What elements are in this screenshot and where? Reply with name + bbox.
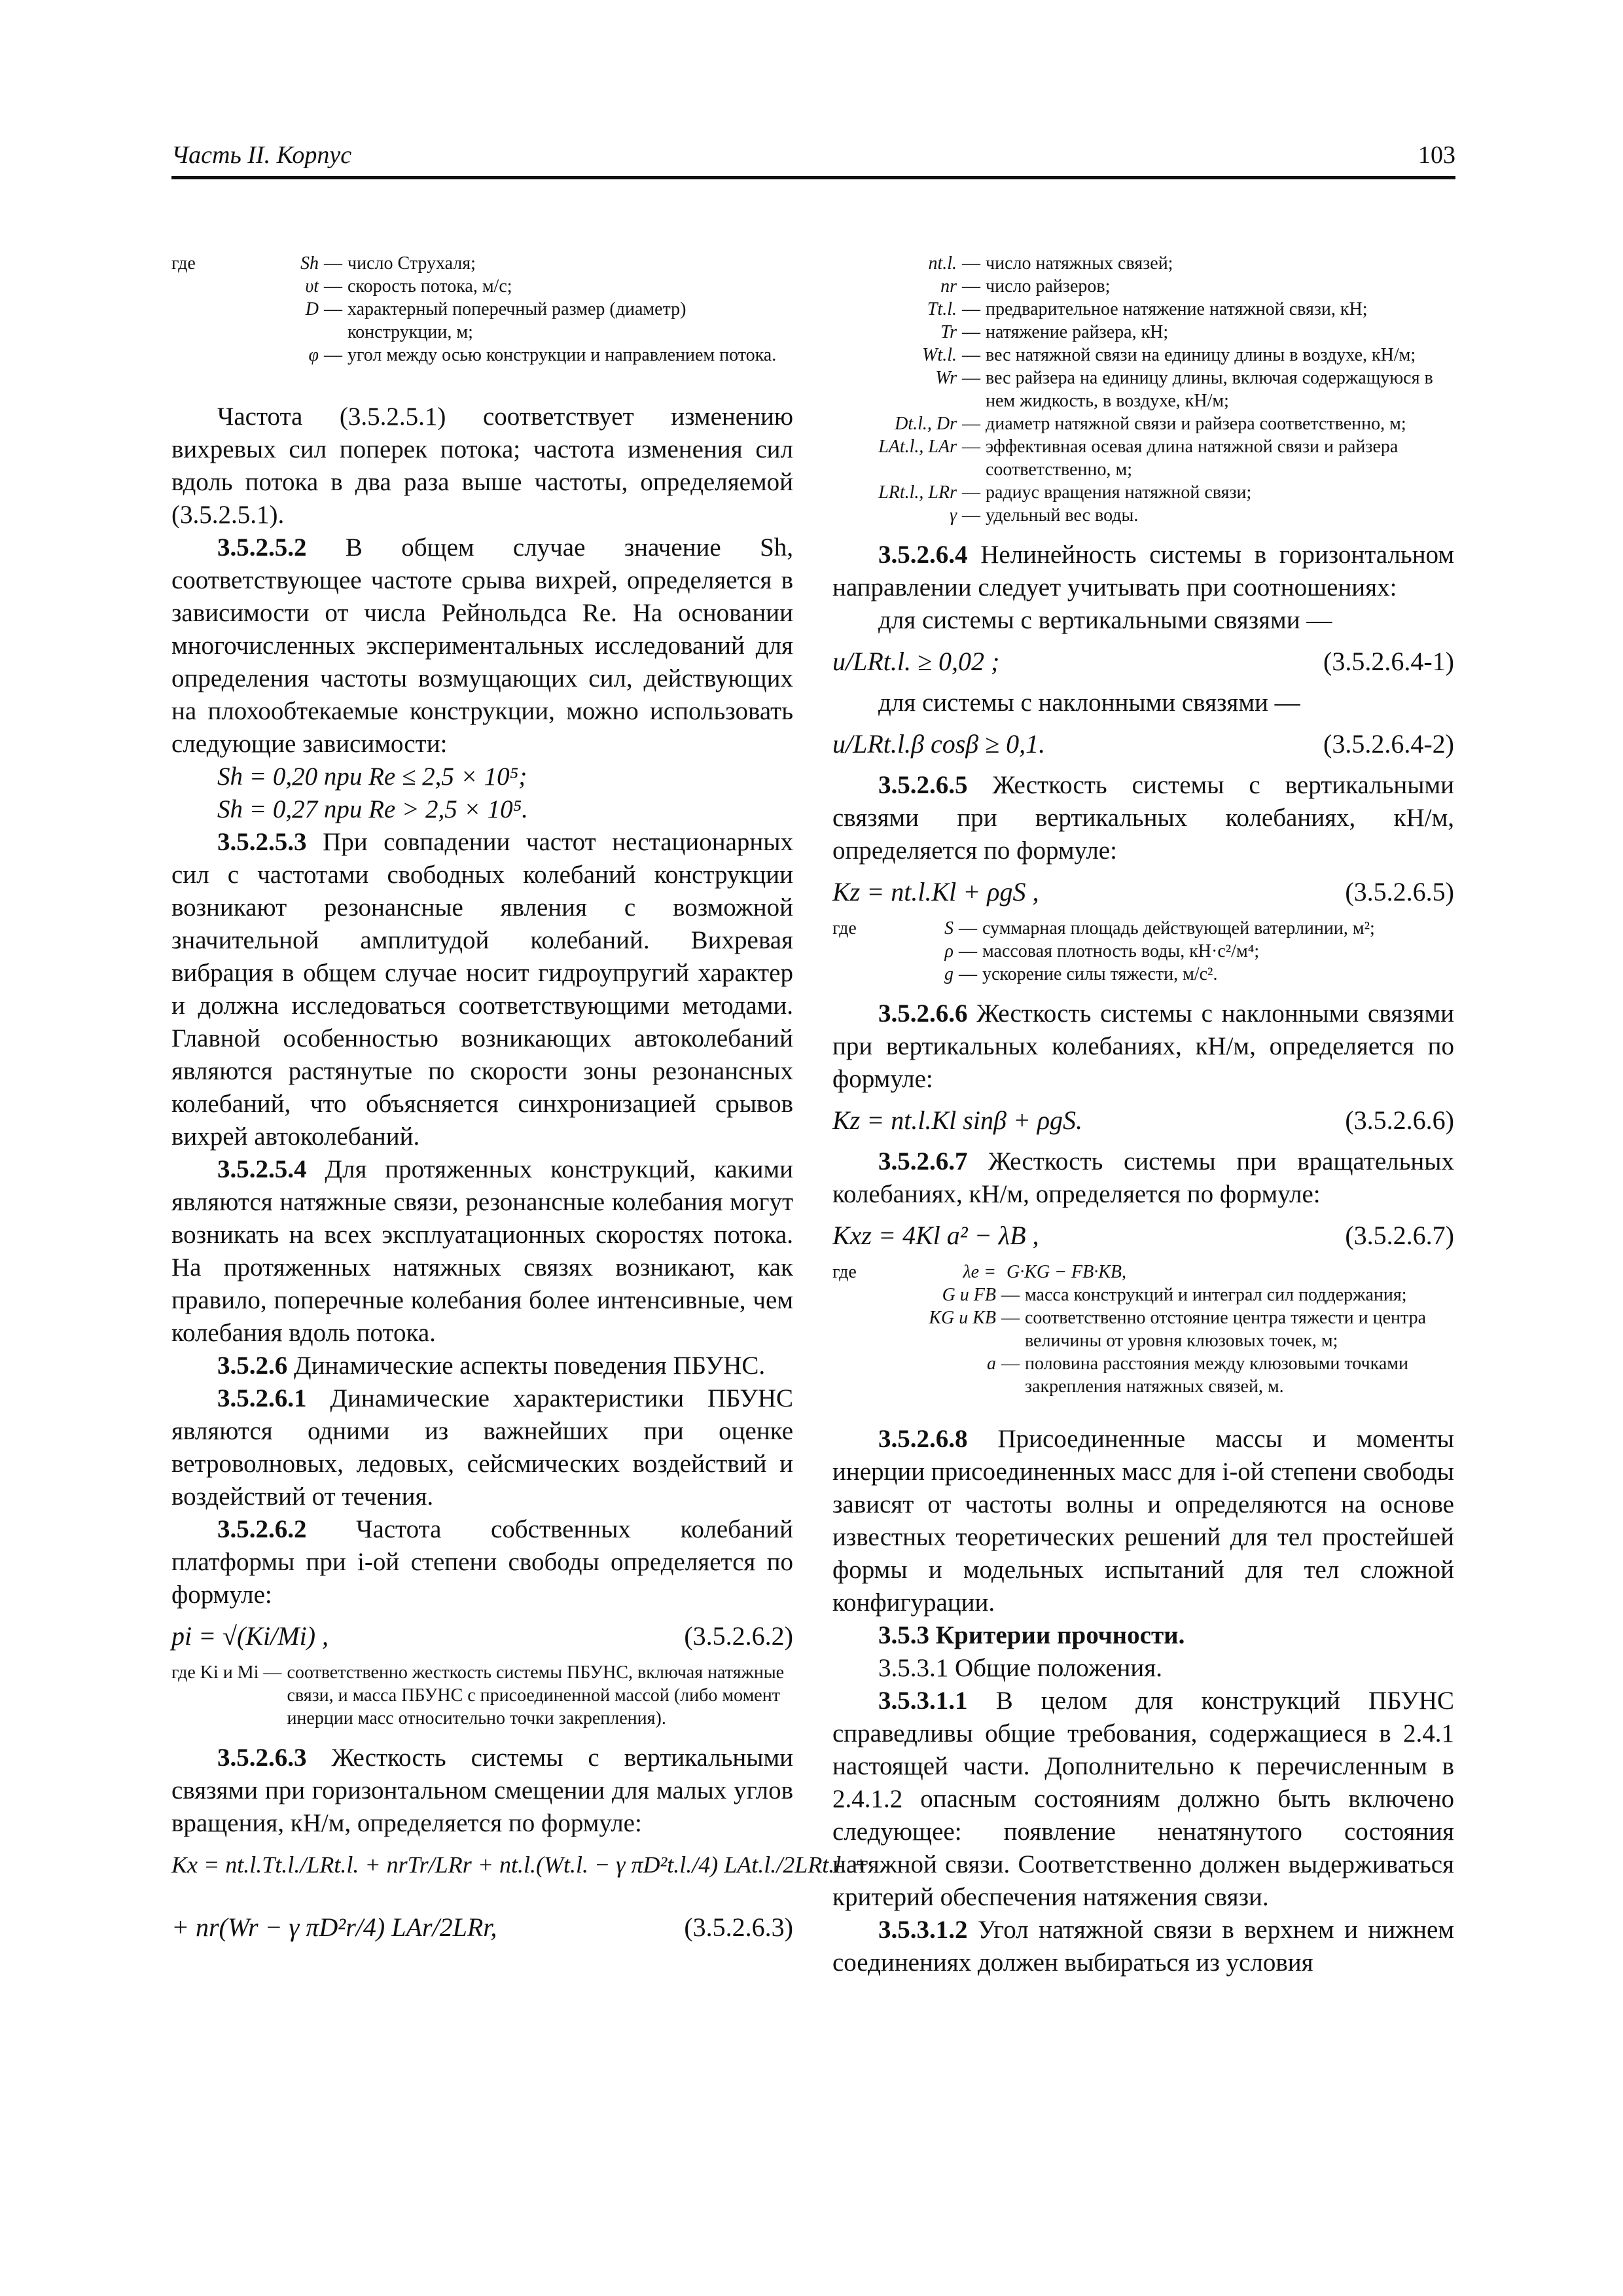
paragraph: 3.5.2.6.7 Жесткость системы при вращательных колебаниях, кН/м, определяется по формуле: xyxy=(832,1147,1454,1208)
formula-line: Sh = 0,27 при Re > 2,5 × 10⁵. xyxy=(217,795,528,823)
legend-waterline xyxy=(832,917,1454,986)
legend-row: LRt.l., LRr — радиус вращения натяжной связи; xyxy=(878,482,1252,503)
running-title: Часть II. Корпус xyxy=(171,141,352,169)
formula: Kz = nt.l.Kl + ρgS , (3.5.2.6.5) xyxy=(832,877,1454,906)
legend-row: υt — скорость потока, м/с; xyxy=(305,276,512,296)
legend-stiffness-mass: где Ki и Mi — соответственно жесткость системы ПБУНС, включая натяжные связи, и масса ПБУНС с присоединенной массой (либо момент инерции масс относительно точки закрепления). xyxy=(171,1662,785,1729)
paragraph: 3.5.2.6.2 Частота собственных колебаний платформы при i-ой степени свободы определяется по формуле: xyxy=(171,1515,794,1609)
paragraph: для системы с вертикальными связями — xyxy=(878,606,1332,634)
legend-row: где λe = G·KG − FB·KB, xyxy=(832,1262,1126,1282)
page-number: 103 xyxy=(1418,141,1455,169)
section-heading: 3.5.3.1 Общие положения. xyxy=(878,1654,1162,1682)
legend-row: где Sh — число Струхаля; xyxy=(171,253,476,274)
formula: Kx = nt.l.Tt.l./LRt.l. + nrTr/LRr + nt.l.(Wt.l. − γ πD²t.l./4) LAt.l./2LRt.l. + xyxy=(171,1852,869,1878)
paragraph: 3.5.3.1.2 Угол натяжной связи в верхнем и нижнем соединениях должен выбираться из условия xyxy=(832,1916,1454,1977)
paragraph: 3.5.2.6.3 Жесткость системы с вертикальными связями при горизонтальном смещении для малых углов вращения, кН/м, определяется по формуле: xyxy=(171,1744,793,1837)
legend-row: Tt.l. — предварительное натяжение натяжной связи, кН; xyxy=(927,299,1368,319)
page-header xyxy=(171,141,1455,179)
legend-row: Tr — натяжение райзера, кН; xyxy=(940,322,1169,342)
paragraph: 3.5.2.6.4 Нелинейность системы в горизонтальном направлении следует учитывать при соотношениях: xyxy=(832,541,1454,601)
legend-tendon xyxy=(832,252,1454,527)
legend-row: Wr — вес райзера на единицу длины, включая содержащуюся в нем жидкость, в воздухе, кН/м; xyxy=(935,368,1433,411)
formula: pi = √(Ki/Mi) , (3.5.2.6.2) xyxy=(171,1621,793,1651)
left-column xyxy=(171,252,869,1952)
paragraph: 3.5.2.6.1 Динамические характеристики ПБУНС являются одними из важнейших при оценке ветроволновых, ледовых, сейсмических воздействий и воздействий от течения. xyxy=(171,1384,793,1511)
paragraph: 3.5.2.6.6 Жесткость системы с наклонными связями при вертикальных колебаниях, кН/м, определяется по формуле: xyxy=(832,999,1454,1093)
paragraph: Частота (3.5.2.5.1) соответствует изменению вихревых сил поперек потока; частота изменения сил вдоль потока в два раза выше частоты, определяемой (3.5.2.5.1). xyxy=(171,403,793,529)
legend-row: Wt.l. — вес натяжной связи на единицу длины в воздухе, кН/м; xyxy=(922,345,1416,365)
paragraph: 3.5.2.6.8 Присоединенные массы и моменты инерции присоединенных масс для i-ой степени свободы зависят от частоты волны и определяются на основе известных теоретических решений для тел простейшей формы и модельных испытаний для тел сложной конфигурации. xyxy=(832,1425,1455,1617)
legend-row: KG и KB — соответственно отстояние центра тяжести и центра величины от уровня клюзовых точек, м; xyxy=(929,1308,1427,1351)
paragraph: 3.5.3.1.1 В целом для конструкций ПБУНС справедливы общие требования, содержащиеся в 2.4.1 настоящей части. Дополнительно к перечисленным в 2.4.1.2 опасным состояниям должно быть включено следующее: появление ненатянутого состояния натяжной связи. Соответственно должен выдерживаться критерий обеспечения натяжения связи. xyxy=(832,1687,1455,1911)
legend-row: γ — удельный вес воды. xyxy=(949,505,1139,526)
legend-row: G и FB — масса конструкций и интеграл сил поддержания; xyxy=(942,1285,1407,1305)
formula: u/LRt.l. ≥ 0,02 ; (3.5.2.6.4-1) xyxy=(832,647,1454,676)
formula: Kz = nt.l.Kl sinβ + ρgS. (3.5.2.6.6) xyxy=(832,1105,1454,1135)
legend-row: g — ускорение силы тяжести, м/с². xyxy=(944,964,1218,984)
formula: Kxz = 4Kl a² − λB , (3.5.2.6.7) xyxy=(832,1221,1454,1250)
legend-row: ρ — массовая плотность воды, кН·с²/м⁴; xyxy=(944,941,1260,961)
legend-row: nt.l. — число натяжных связей; xyxy=(928,253,1173,274)
paragraph: 3.5.2.5.3 При совпадении частот нестационарных сил с частотами свободных колебаний конструкции возникают резонансные явления с возможной значительной амплитудой колебаний. Вихревая вибрация в общем случае носит гидроупругий характер и должна исследоваться соответствующими методами. Главной особенностью возникающих автоколебаний являются растянутые по скорости зоны резонансных колебаний, что объясняется синхронизацией срывов вихрей автоколебаний. xyxy=(171,828,794,1151)
right-column xyxy=(832,252,1454,1979)
legend-row: где S — суммарная площадь действующей ватерлинии, м²; xyxy=(832,918,1375,939)
legend-strouhal xyxy=(171,252,793,367)
formula: + nr(Wr − γ πD²r/4) LAr/2LRr, (3.5.2.6.3) xyxy=(171,1912,793,1942)
legend-row: D — характерный поперечный размер (диаметр) конструкции, м; xyxy=(305,299,687,342)
legend-row: φ — угол между осью конструкции и направлением потока. xyxy=(308,345,777,365)
section-heading: 3.5.3 Критерии прочности. xyxy=(878,1621,1185,1649)
paragraph: для системы с наклонными связями — xyxy=(878,689,1300,717)
formula-line: Sh = 0,20 при Re ≤ 2,5 × 10⁵; xyxy=(217,762,527,791)
legend-row: a — половина расстояния между клюзовыми точками закрепления натяжных связей, м. xyxy=(987,1354,1408,1397)
paragraph: 3.5.2.6 Динамические аспекты поведения ПБУНС. xyxy=(217,1352,766,1380)
paragraph: 3.5.2.5.4 Для протяженных конструкций, какими являются натяжные связи, резонансные колебания могут возникать на всех эксплуатационных скоростях потока. На протяженных натяжных связях возникают, как правило, поперечные колебания более интенсивные, чем колебания вдоль потока. xyxy=(171,1155,793,1347)
legend-row: nr — число райзеров; xyxy=(940,276,1111,296)
paragraph: 3.5.2.5.2 В общем случае значение Sh, соответствующее частоте срыва вихрей, определяется в зависимости от числа Рейнольдса Re. На основании многочисленных экспериментальных исследований для определения частоты возмущающих сил, действующих на плохообтекаемые конструкции, можно использовать следующие зависимости: xyxy=(171,533,794,758)
formula: u/LRt.l.β cosβ ≥ 0,1. (3.5.2.6.4-2) xyxy=(832,729,1454,759)
legend-row: LAt.l., LAr — эффективная осевая длина натяжной связи и райзера соответственно, м; xyxy=(878,437,1399,480)
legend-row: Dt.l., Dr — диаметр натяжной связи и райзера соответственно, м; xyxy=(895,414,1406,434)
paragraph: 3.5.2.6.5 Жесткость системы с вертикальными связями при вертикальных колебаниях, кН/м, определяется по формуле: xyxy=(832,771,1454,865)
legend-rotation xyxy=(832,1261,1454,1398)
